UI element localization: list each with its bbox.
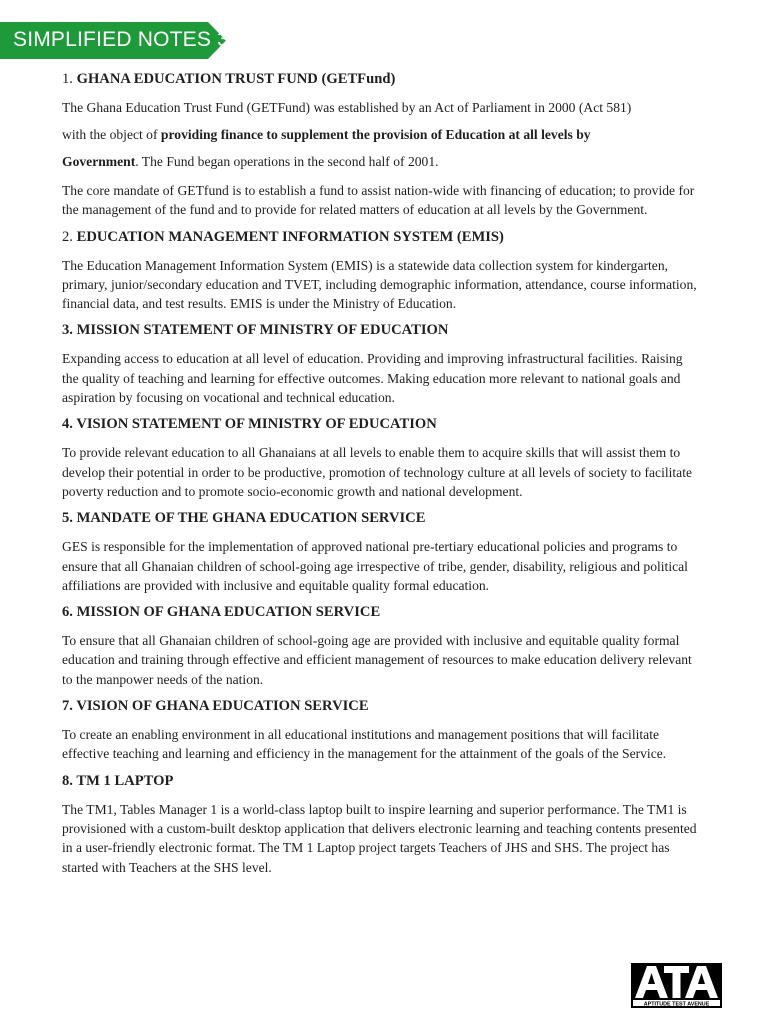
- banner-title: SIMPLIFIED NOTES 3: [13, 28, 229, 51]
- section-8-paragraph: The TM1, Tables Manager 1 is a world-class laptop built to inspire learning and superior performance. The TM1 is provisioned with a custom-built desktop application that delivers electronic learning and teaching contents presented in a user-friendly electronic format. The TM 1 Laptop project targets Teachers of JHS and SHS. The project has started with Teachers at the SHS level.: [62, 801, 697, 875]
- section-8-heading: [62, 772, 702, 790]
- section-title: VISION OF GHANA EDUCATION SERVICE: [76, 698, 369, 715]
- section-1-paragraph-2: The core mandate of GETfund is to establish a fund to assist nation-wide with financing of education; to provide for the management of the fund and to provide for related matters of education at all levels by the Government.: [62, 183, 695, 218]
- section-number: 2.: [62, 228, 73, 245]
- section-3-heading: [62, 321, 702, 339]
- section-4-heading: [62, 415, 702, 433]
- paragraph-text: The Ghana Education Trust Fund (GETFund) was established by an Act of Parliament in 2000 (Act 581): [62, 100, 632, 115]
- notes-content: [62, 64, 702, 877]
- ata-logo-graphic: [631, 963, 722, 1008]
- section-7-heading: [62, 697, 702, 715]
- section-1-paragraph-1: [62, 94, 702, 175]
- section-2-paragraph: The Education Management Information System (EMIS) is a statewide data collection system for kindergarten, primary, junior/secondary education and TVET, including demographic information, attendance, course information, financial data, and test results. EMIS is under the Ministry of Education.: [62, 257, 697, 312]
- notes-banner: [0, 22, 229, 59]
- section-5-heading: [62, 509, 702, 527]
- section-6-heading: [62, 603, 702, 621]
- section-title: TM 1 LAPTOP: [76, 772, 174, 789]
- section-3-paragraph: Expanding access to education at all level of education. Providing and improving infrastructural facilities. Raising the quality of teaching and learning for effective outcomes. Making education more relevant to national goals and aspiration by focusing on vocational and technical education.: [62, 351, 683, 406]
- paragraph-text: with the object of: [62, 127, 161, 142]
- section-4-paragraph: To provide relevant education to all Ghanaians at all levels to enable them to acquire skills that will assist them to develop their potential in order to be productive, promotion of technology culture at all levels of society to facilitate poverty reduction and to promote socio-economic growth and national development.: [62, 445, 693, 499]
- paragraph-emphasis: Government: [62, 154, 136, 169]
- section-number: 8.: [62, 772, 73, 789]
- section-7-paragraph: To create an enabling environment in all educational institutions and management positions that will facilitate effective teaching and learning and efficiency in the management for the attainment of the goals of the Service.: [62, 727, 667, 762]
- section-number: 3.: [62, 322, 73, 339]
- section-number: 5.: [62, 510, 73, 527]
- paragraph-text: . The Fund began operations in the second half of 2001.: [135, 154, 439, 169]
- section-number: 4.: [62, 416, 73, 433]
- logo-tagline: APTITUDE TEST AVENUE: [643, 1001, 710, 1008]
- section-title: GHANA EDUCATION TRUST FUND (GETFund): [76, 71, 396, 87]
- paragraph-emphasis: providing finance to supplement the provision of Education at all levels by: [160, 127, 591, 142]
- section-number: 7.: [62, 698, 73, 715]
- section-title: MISSION OF GHANA EDUCATION SERVICE: [76, 604, 381, 621]
- section-6-paragraph: To ensure that all Ghanaian children of school-going age are provided with inclusive and equitable quality formal education and training through effective and efficient management of resources to make education delivery relevant to the manpower needs of the nation.: [62, 633, 692, 687]
- ata-logo: [631, 963, 722, 1008]
- section-title: EDUCATION MANAGEMENT INFORMATION SYSTEM (EMIS): [76, 228, 504, 245]
- section-number: 1.: [62, 71, 73, 87]
- section-title: VISION STATEMENT OF MINISTRY OF EDUCATION: [76, 416, 437, 433]
- section-2-heading: [62, 228, 702, 246]
- section-number: 6.: [62, 604, 73, 621]
- section-title: MANDATE OF THE GHANA EDUCATION SERVICE: [76, 510, 426, 527]
- section-5-paragraph: GES is responsible for the implementation of approved national pre-tertiary educational policies and programs to ensure that all Ghanaian children of school-going age irrespective of tribe, gender, disability, religious and political affiliations are provided with inclusive and equitable quality formal education.: [62, 539, 688, 593]
- section-title: MISSION STATEMENT OF MINISTRY OF EDUCATION: [76, 322, 449, 339]
- section-1-heading: [62, 70, 702, 88]
